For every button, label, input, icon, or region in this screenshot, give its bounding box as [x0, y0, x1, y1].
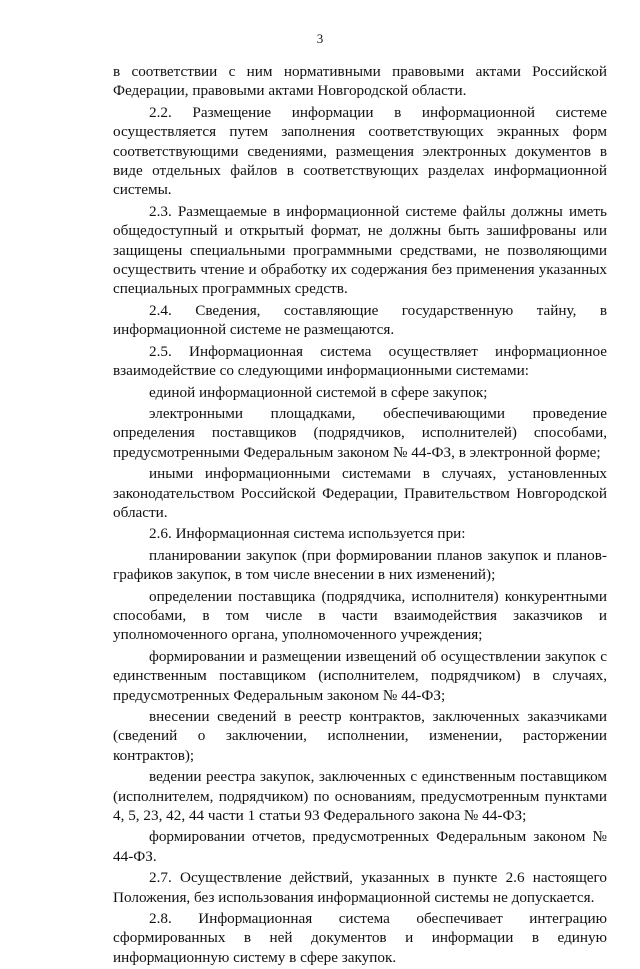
- paragraph-2-3: 2.3. Размещаемые в информационной системе файлы должны иметь общедоступный и открытый формат, не должны быть зашифрованы или защищены специальными программными средствами, не позволяющими осуществить чтение и обработку их содержания без применения указанных специальных программных средств.: [113, 202, 607, 298]
- paragraph-2-7: 2.7. Осуществление действий, указанных в пункте 2.6 настоящего Положения, без использования информационной системы не допускается.: [113, 869, 607, 906]
- list-item: планировании закупок (при формировании планов закупок и планов-графиков закупок, в том числе внесении в них изменений);: [113, 546, 607, 584]
- document-body: [113, 62, 607, 969]
- paragraph-2-6: 2.6. Информационная система используется при:: [149, 525, 466, 543]
- paragraph-2-8: 2.8. Информационная система обеспечивает интеграцию сформированных в ней документов и информации в единую информационную систему в сфере закупок.: [113, 910, 607, 966]
- list-item: иными информационными системами в случаях, установленных законодательством Российской Федерации, Правительством Новгородской области.: [113, 465, 607, 521]
- list-item: единой информационной системой в сфере закупок;: [149, 383, 488, 401]
- list-item: электронными площадками, обеспечивающими проведение определения поставщиков (подрядчиков, исполнителей) способами, предусмотренными Федеральным законом № 44-ФЗ, в электронной форме;: [113, 404, 607, 461]
- paragraph-2-2: 2.2. Размещение информации в информационной системе осуществляется путем заполнения соответствующих экранных форм соответствующими сведениями, размещения электронных документов в виде отдельных файлов в соответствующих разделах информационной системы.: [113, 103, 607, 199]
- paragraph-2-5: 2.5. Информационная система осуществляет информационное взаимодействие со следующими информационными системами:: [113, 342, 607, 380]
- list-item: формировании и размещении извещений об осуществлении закупок с единственным поставщиком (исполнителем, подрядчиком) в случаях, предусмотренных Федеральным законом № 44-ФЗ;: [113, 647, 607, 704]
- list-item: ведении реестра закупок, заключенных с единственным поставщиком (исполнителем, подрядчиком) по основаниям, предусмотренным пунктами 4, 5, 23, 42, 44 части 1 статьи 93 Федерального закона № 44-ФЗ;: [113, 768, 607, 825]
- paragraph-2-4: 2.4. Сведения, составляющие государственную тайну, в информационной системе не размещаются.: [113, 301, 607, 339]
- list-item: определении поставщика (подрядчика, исполнителя) конкурентными способами, в том числе в части взаимодействия заказчиков и уполномоченного органа, уполномоченного учреждения;: [113, 587, 607, 644]
- list-item: формировании отчетов, предусмотренных Федеральным законом № 44-ФЗ.: [113, 828, 607, 865]
- page-number: 3: [316, 31, 324, 46]
- list-item: внесении сведений в реестр контрактов, заключенных заказчиками (сведений о заключении, исполнении, изменении, расторжении контрактов);: [113, 708, 607, 764]
- paragraph-continuation: в соответствии с ним нормативными правовыми актами Российской Федерации, правовыми актами Новгородской области.: [113, 63, 607, 100]
